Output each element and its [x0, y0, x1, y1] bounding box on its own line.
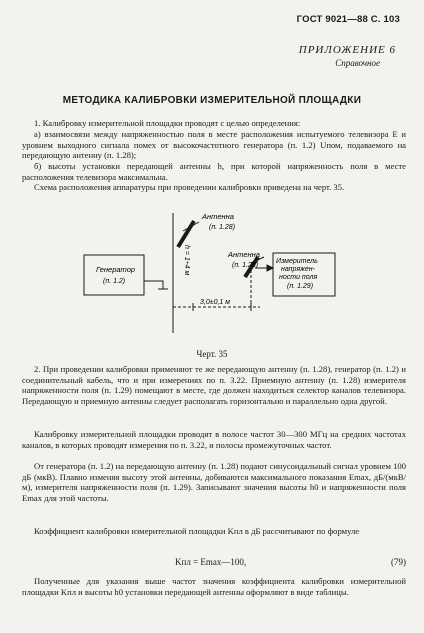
paragraph-2-bandwidth: Калибровку измерительной площадки проводят в полосе частот 30—300 МГц на средних частотах каналов, в которых проводят измерения по п. 3.22, и полосы промежуточных частот.: [22, 429, 406, 450]
height-label: h = 1÷4 м: [183, 245, 190, 276]
page-header: ГОСТ 9021—88 С. 103: [296, 14, 400, 25]
paragraph-3-table: Полученные для указания выше частот значения коэффициента калибровки измерительной площадки Kпл и высоты h0 установки передающей антенны оформляют в виде таблицы.: [22, 576, 406, 597]
generator-box: [84, 255, 144, 295]
top-antenna-ref: (п. 1.28): [209, 224, 236, 231]
figure-caption: Черт. 35: [196, 349, 228, 359]
generator-cable: [144, 281, 163, 289]
top-antenna-label: Антенна: [202, 212, 234, 221]
appendix-label: ПРИЛОЖЕНИЕ 6: [298, 44, 396, 56]
top-antenna-element: [178, 221, 194, 247]
formula-number: (79): [391, 557, 406, 567]
meter-label-1: Измеритель: [276, 258, 318, 265]
meter-arrow: [267, 265, 273, 271]
paragraph-1-item-a: а) взаимосвязи между напряженностью поля в месте расположения испытуемого телевизора E и уровнем выходного сигнала помех от высокочастотного генератора (п. 1.2) Uпом, подаваемого на передающую антенну (п. 1.28);: [22, 129, 406, 161]
paragraph-1-scheme: Схема расположения аппаратуры при проведении калибровки приведена на черт. 35.: [34, 182, 345, 192]
bottom-antenna-label: Антенна: [228, 250, 260, 259]
meter-ref: (п. 1.29): [287, 283, 314, 290]
bottom-antenna-ref: (п. 1.28): [232, 262, 259, 269]
paragraph-2-procedure: От генератора (п. 1.2) на передающую антенну (п. 1.28) подают синусоидальный сигнал уровнем 100 дБ (мкВ). Плавно изменяя высоту этой антенны, добиваются максимального показания Emax, дБ/(мкВ/м), измерителя напряженности поля (п. 1.29). Записывают значения высоты h0 и напряженности поля Emax для этой частоты.: [22, 461, 406, 504]
meter-label-2: напряжен-: [281, 266, 315, 273]
generator-ref: (п. 1.2): [103, 278, 126, 285]
distance-label: 3,0±0,1 м: [200, 299, 231, 306]
paragraph-2-coefficient: Коэффициент калибровки измерительной площадки Kпл в дБ рассчитывают по формуле: [34, 526, 360, 536]
paragraph-1-item-b: б) высоты установки передающей антенны h, при которой напряженность поля в месте расположения телевизора максимальна.: [22, 161, 406, 182]
generator-label: Генератор: [96, 265, 136, 274]
paragraph-1-intro: 1. Калибровку измерительной площадки проводят с целью определения:: [34, 118, 301, 128]
paragraph-2-intro: 2. При проведении калибровки применяют те же передающую антенну (п. 1.28), генератор (п. 1.2) и соединительный кабель, что и при измерениях по п. 3.22. Приемную антенну (п. 1.28) измерителя напряженности поля (п. 1.29) помещают в месте, где должен находиться селектор каналов телевизора. Передающую и приемную антенны следует располагать горизонтально и параллельно одна другой.: [22, 364, 406, 407]
formula-expression: Kпл = Emax—100,: [175, 557, 247, 567]
calibration-diagram: [0, 205, 424, 345]
appendix-reference: Справочное: [335, 58, 380, 68]
meter-label-3: ности поля: [279, 274, 318, 281]
section-title: МЕТОДИКА КАЛИБРОВКИ ИЗМЕРИТЕЛЬНОЙ ПЛОЩАДКИ: [62, 95, 362, 106]
